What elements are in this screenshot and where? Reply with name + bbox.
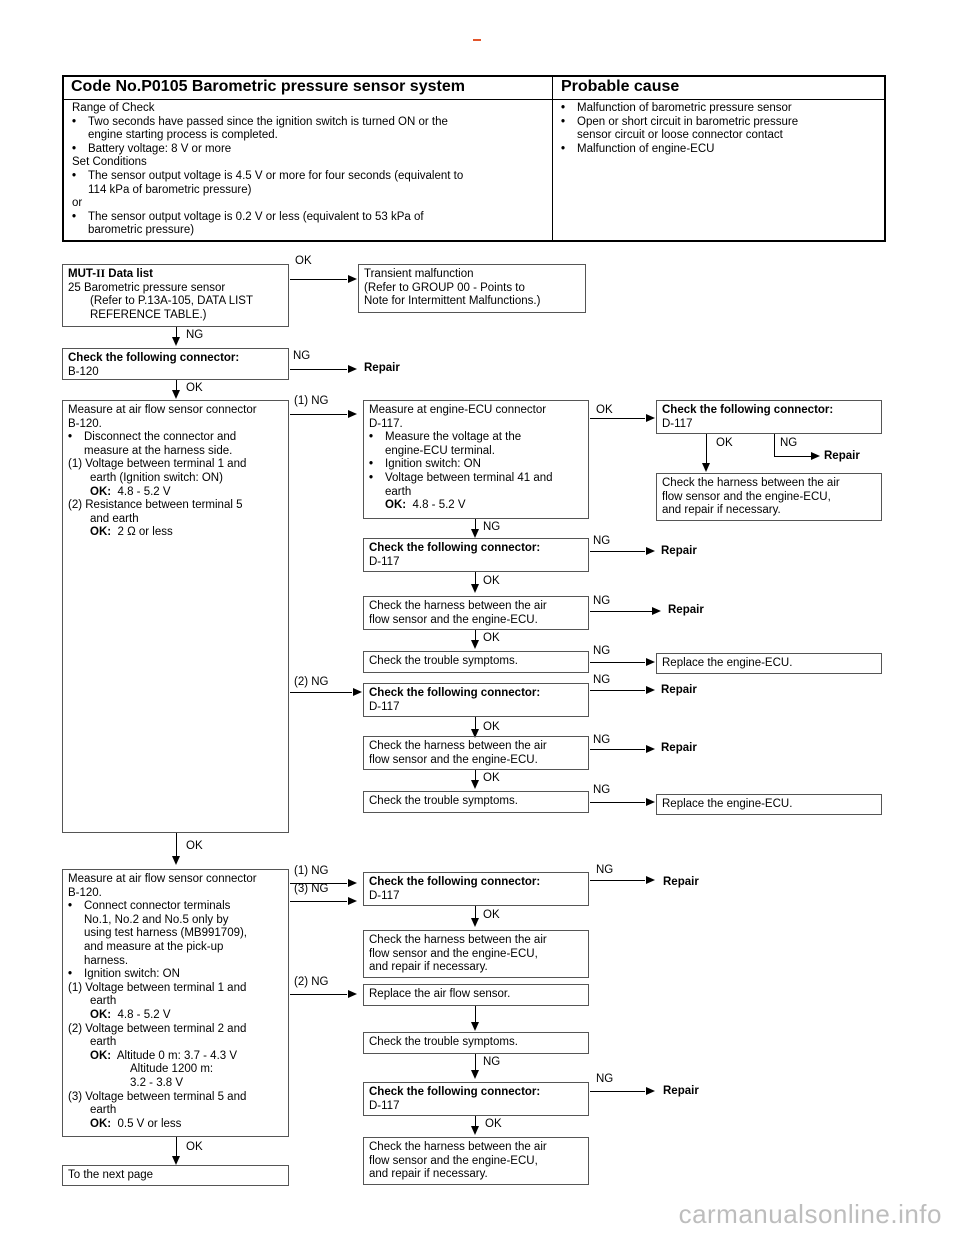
arrow-down-icon [172,390,180,399]
range-line: or [72,197,83,210]
arrow-right-icon [652,607,661,615]
flow-label-ng: NG [593,674,611,686]
range-line: • The sensor output voltage is 4.5 V or more for four seconds (equivalent to [72,170,463,184]
harness-line: and repair if necessary. [369,961,488,974]
measure-line: Measure at air flow sensor connector [68,404,257,416]
arrow-right-icon [646,1087,655,1095]
measure2-line: • Connect connector terminals [68,900,283,914]
flow-line [774,434,775,456]
flow-label-ok: OK [483,575,500,587]
harness-line: flow sensor and the engine-ECU. [369,613,538,626]
check-connector-b120 [62,348,289,380]
trouble-symptoms-box [363,651,589,673]
arrow-right-icon [811,452,820,460]
measure2-line: Altitude 1200 m: [130,1063,214,1076]
connector-id: D-117 [369,1099,400,1112]
flow-label-ok: OK [485,1118,502,1130]
range-line: engine starting process is completed. [88,129,278,142]
check-connector-title: Check the following connector: [369,542,541,554]
replace-afs-box [363,984,589,1006]
arrow-down-icon [471,1070,479,1079]
harness-line: and repair if necessary. [662,504,781,517]
measure-line: • Disconnect the connector and [68,431,283,445]
flow-label-ok: OK [186,840,203,852]
range-of-check [72,102,463,238]
measure2-line: and measure at the pick-up [84,940,224,953]
measure2-line: harness. [84,954,129,967]
measure2-line: OK: 4.8 - 5.2 V [90,1008,171,1021]
flow-label-ng1: (1) NG [294,395,329,407]
arrow-down-icon [471,780,479,789]
flow-label-ng3: (3) NG [294,883,329,895]
header-mark [473,39,481,41]
flow-label-ng: NG [483,521,501,533]
range-line: barometric pressure) [88,224,195,237]
arrow-right-icon [646,547,655,555]
arrow-right-icon [646,798,655,806]
ecu-measure-box [363,400,589,519]
probable-cause-heading: Probable cause [561,78,680,95]
range-line: Set Conditions [72,156,147,169]
trouble-text: Check the trouble symptoms. [369,1036,518,1048]
arrow-right-icon [646,876,655,884]
arrow-down-icon [172,856,180,865]
cause-line: sensor circuit or loose connector contact [577,129,783,142]
check-connector-d117 [363,1082,589,1116]
measure-line: and earth [90,512,139,525]
flow-label-ng2: (2) NG [294,976,329,988]
flow-label-ok: OK [186,1141,203,1153]
harness-line: and repair if necessary. [369,1168,488,1181]
flow-line [290,994,347,995]
flow-label-ok: OK [596,404,613,416]
harness-line: flow sensor and the engine-ECU. [369,753,538,766]
harness-check-box [363,736,589,770]
ecu-line: • Measure the voltage at the [369,431,583,445]
mut-data-list-box [62,264,289,327]
transient-line: Note for Intermittent Malfunctions.) [364,295,541,308]
range-line: • Battery voltage: 8 V or more [72,143,463,157]
arrow-down-icon [471,529,479,538]
arrow-right-icon [348,410,357,418]
check-connector-d117 [363,538,589,572]
check-connector-d117 [363,872,589,906]
flow-label-ng: NG [593,535,611,547]
arrow-down-icon [172,337,180,346]
range-line: • The sensor output voltage is 0.2 V or less (equivalent to 53 kPa of [72,211,463,225]
flow-label-ok: OK [186,382,203,394]
repair-label: Repair [668,604,704,616]
flow-label-ng2: (2) NG [294,676,329,688]
ecu-line: • Voltage between terminal 41 and [369,472,583,486]
flow-label-ng: NG [293,350,311,362]
harness-repair-box [363,930,589,978]
flow-line [290,901,347,902]
repair-label: Repair [663,1085,699,1097]
flow-line [590,551,645,552]
ecu-line: engine-ECU terminal. [385,444,495,457]
harness-line: Check the harness between the air [662,477,840,489]
replace-ecu-box [656,653,882,674]
measure2-line: No.1, No.2 and No.5 only by [84,913,229,926]
flow-label-ng: NG [593,734,611,746]
measure2-line: earth [90,995,117,1008]
mut-line: REFERENCE TABLE.) [90,308,207,321]
measure2-line: (3) Voltage between terminal 5 and [68,1090,247,1103]
measure2-line: (1) Voltage between terminal 1 and [68,981,247,994]
arrow-right-icon [646,414,655,422]
measure-afs-harness-box [62,869,289,1137]
flow-line [290,279,347,280]
measure2-line: earth [90,1104,117,1117]
measure2-line: OK: Altitude 0 m: 3.7 - 4.3 V [90,1049,238,1062]
flow-line [290,369,347,370]
code-title: Code No.P0105 Barometric pressure sensor system [71,78,465,95]
measure2-line: 3.2 - 3.8 V [130,1076,184,1089]
flow-line [590,880,645,881]
flow-label-ng: NG [596,864,614,876]
cause-line: • Malfunction of barometric pressure sensor [561,102,798,116]
measure2-line: B-120. [68,886,102,899]
arrow-right-icon [353,688,362,696]
range-line: 114 kPa of barometric pressure) [88,183,252,196]
measure-line: earth (Ignition switch: ON) [90,471,223,484]
repair-label: Repair [661,684,697,696]
arrow-down-icon [471,918,479,927]
arrow-right-icon [348,897,357,905]
measure-line: OK: 2 Ω or less [90,526,173,539]
range-line: • Two seconds have passed since the ignition switch is turned ON or the [72,116,463,130]
check-connector-d117 [363,683,589,717]
repair-label: Repair [364,362,400,374]
flow-line [590,662,645,663]
check-connector-d117 [656,400,882,434]
probable-causes [561,102,798,156]
trouble-text: Check the trouble symptoms. [369,795,518,807]
measure-afs-connector-box [62,400,289,833]
measure2-line: using test harness (MB991709), [84,927,248,940]
repair-label: Repair [661,742,697,754]
flow-label-ok: OK [483,772,500,784]
arrow-right-icon [348,990,357,998]
flow-line [176,1137,177,1158]
harness-line: flow sensor and the engine-ECU, [369,1154,538,1167]
transient-line: Transient malfunction [364,268,474,280]
arrow-down-icon [471,1022,479,1031]
flow-label-ng1: (1) NG [294,865,329,877]
flow-line [590,611,652,612]
flow-label-ng: NG [593,645,611,657]
flow-line [290,692,352,693]
harness-line: Check the harness between the air [369,1141,547,1153]
arrow-right-icon [348,879,357,887]
check-connector-title: Check the following connector: [369,1086,541,1098]
flow-line [590,418,645,419]
flow-label-ok: OK [483,909,500,921]
measure-line: OK: 4.8 - 5.2 V [90,485,171,498]
connector-id: D-117 [369,889,400,902]
ecu-line: D-117. [369,417,403,430]
measure-line: measure at the harness side. [84,444,233,457]
harness-line: Check the harness between the air [369,740,547,752]
check-connector-title: Check the following connector: [369,687,541,699]
flow-line [590,1091,645,1092]
flow-label-ok: OK [716,437,733,449]
measure-line: (1) Voltage between terminal 1 and [68,458,247,471]
arrow-down-icon [471,640,479,649]
transient-box [358,264,586,313]
ecu-line: • Ignition switch: ON [369,458,583,472]
arrow-right-icon [348,365,357,373]
ecu-line: earth [385,485,412,498]
harness-repair-box [363,1137,589,1185]
flow-line [774,456,811,457]
measure2-line: • Ignition switch: ON [68,968,283,982]
mut-line: 25 Barometric pressure sensor [68,281,226,294]
harness-line: flow sensor and the engine-ECU, [662,490,831,503]
harness-check-box [363,596,589,630]
flow-label-ng: NG [593,784,611,796]
flow-label-ng: NG [780,437,798,449]
flow-line [290,414,347,415]
trouble-symptoms-box [363,1032,589,1054]
arrow-down-icon [471,1126,479,1135]
check-connector-title: Check the following connector: [68,352,240,364]
flow-line [706,434,707,464]
replace-afs-text: Replace the air flow sensor. [369,988,511,1000]
arrow-right-icon [646,686,655,694]
mut-title: MUT-II Data list [68,268,153,280]
connector-id: B-120 [68,365,99,378]
replace-ecu-text: Replace the engine-ECU. [662,798,793,810]
cause-line: • Open or short circuit in barometric pressure [561,116,798,130]
connector-id: D-117 [369,555,400,568]
transient-line: (Refer to GROUP 00 - Points to [364,281,525,294]
next-page-box [62,1165,289,1186]
harness-line: Check the harness between the air [369,600,547,612]
harness-line: flow sensor and the engine-ECU, [369,947,538,960]
arrow-down-icon [172,1156,180,1165]
measure2-line: (2) Voltage between terminal 2 and [68,1022,247,1035]
arrow-right-icon [646,745,655,753]
flow-label-ng: NG [186,329,204,341]
flow-label-ok: OK [483,721,500,733]
flow-line [590,749,645,750]
measure-line: B-120. [68,417,102,430]
ecu-line: Measure at engine-ECU connector [369,404,547,416]
table-header-row [64,77,884,100]
cause-line: • Malfunction of engine-ECU [561,143,798,157]
trouble-symptoms-box [363,791,589,813]
flow-label-ng: NG [483,1056,501,1068]
connector-id: D-117 [662,417,693,430]
flow-label-ok: OK [295,255,312,267]
measure2-line: Measure at air flow sensor connector [68,873,257,885]
trouble-text: Check the trouble symptoms. [369,655,518,667]
flow-label-ng: NG [593,595,611,607]
ecu-line: OK: 4.8 - 5.2 V [385,499,466,512]
repair-label: Repair [824,450,860,462]
measure-line: (2) Resistance between terminal 5 [68,499,243,512]
next-page-text: To the next page [68,1169,154,1181]
connector-id: D-117 [369,700,400,713]
arrow-down-icon [471,584,479,593]
range-line: Range of Check [72,102,155,114]
code-table [62,75,886,242]
mut-line: (Refer to P.13A-105, DATA LIST [90,295,253,308]
repair-label: Repair [661,545,697,557]
flow-line [590,802,645,803]
measure2-line: OK: 0.5 V or less [90,1117,182,1130]
harness-line: Check the harness between the air [369,934,547,946]
flow-line [590,690,645,691]
arrow-right-icon [348,275,357,283]
measure2-line: earth [90,1036,117,1049]
replace-ecu-text: Replace the engine-ECU. [662,657,793,669]
arrow-right-icon [646,658,655,666]
arrow-down-icon [702,463,710,472]
check-connector-title: Check the following connector: [662,404,834,416]
column-divider [552,77,553,240]
flow-label-ng: NG [596,1073,614,1085]
watermark: carmanualsonline.info [678,1199,942,1229]
flow-label-ok: OK [483,632,500,644]
check-connector-title: Check the following connector: [369,876,541,888]
harness-repair-box [656,473,882,521]
replace-ecu-box [656,794,882,815]
repair-label: Repair [663,876,699,888]
